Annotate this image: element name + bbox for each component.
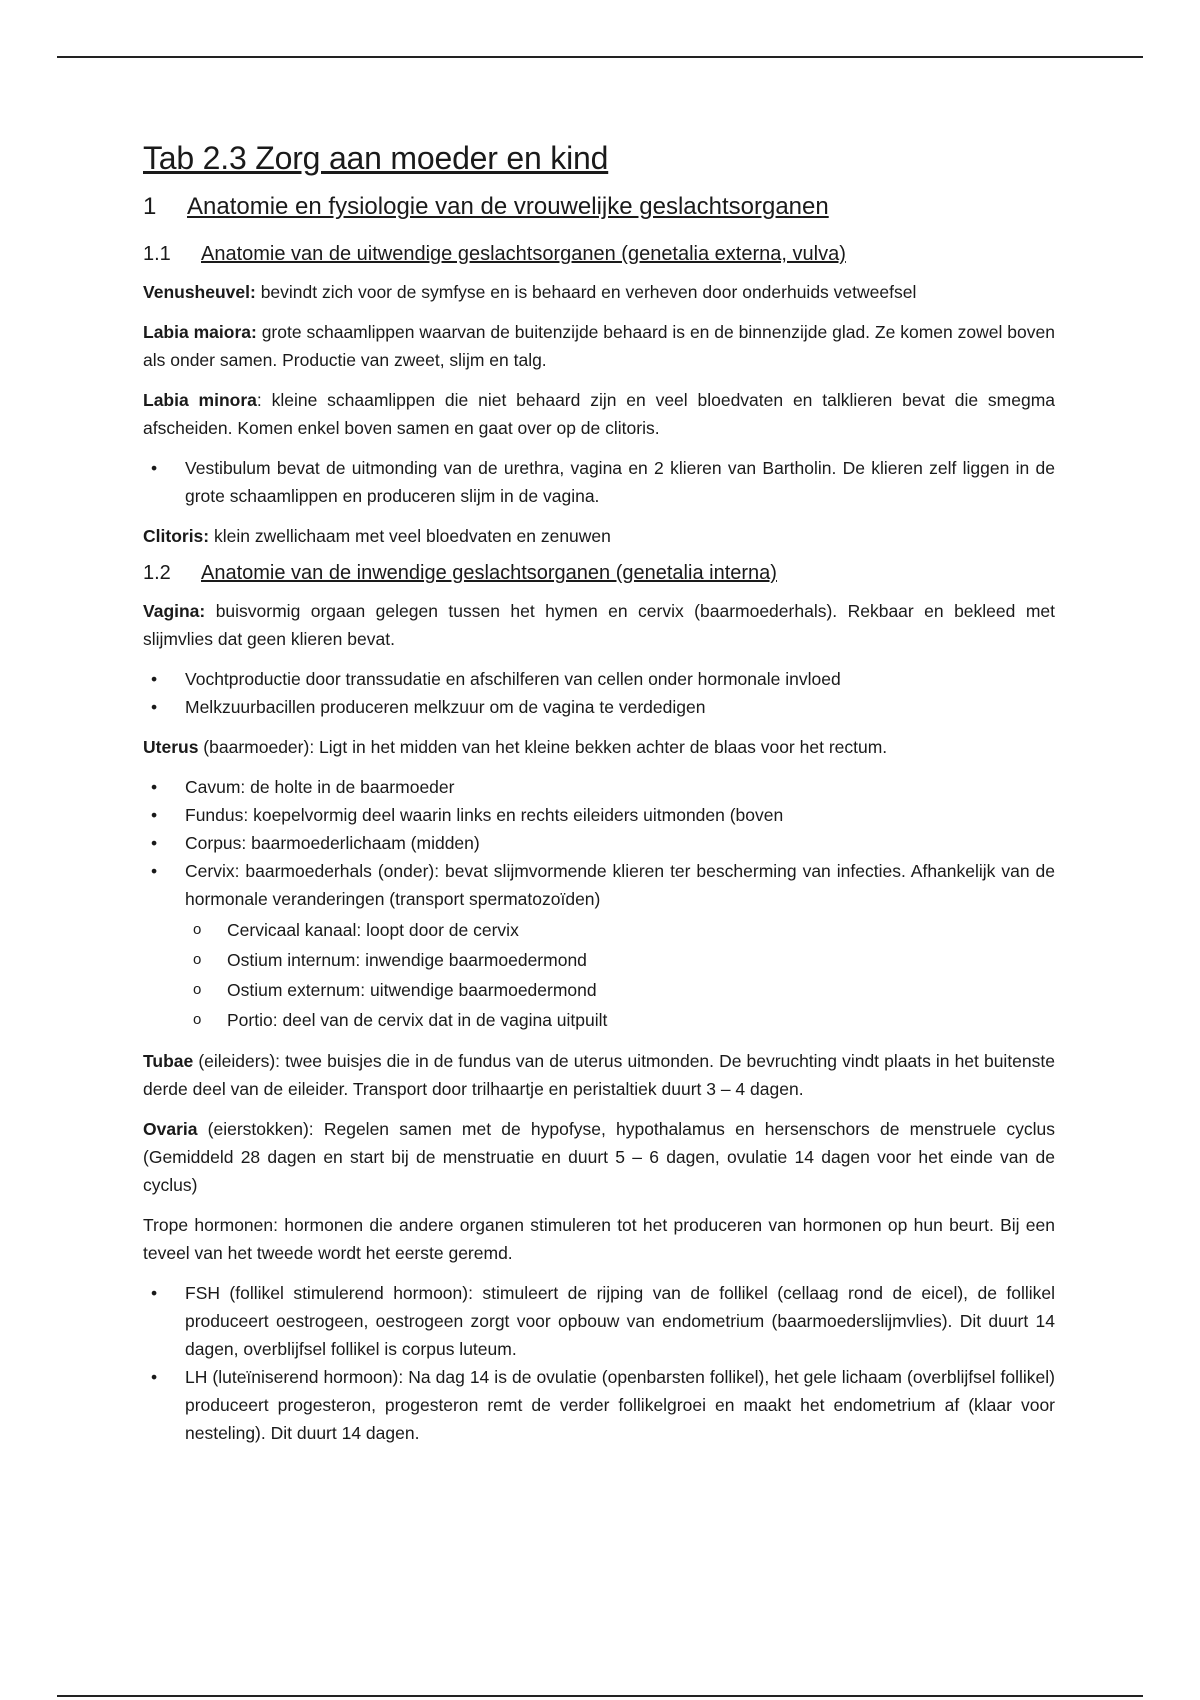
sub-list-item: [185, 915, 1055, 945]
term: Uterus: [143, 737, 199, 757]
bullet-list-uterus: [143, 773, 1055, 1035]
document-title: Tab 2.3 Zorg aan moeder en kind: [143, 140, 609, 176]
sub-list-item: [185, 975, 1055, 1005]
list-item-text: Melkzuurbacillen produceren melkzuur om de vagina te verdedigen: [185, 697, 706, 717]
bullet-icon: •: [151, 833, 158, 853]
definition: (eierstokken): Regelen samen met de hypofyse, hypothalamus en hersenschors de menstruele cyclus (Gemiddeld 28 dagen en start bij de menstruatie en duurt 5 – 6 dagen, ovulatie 14 dagen voor het einde van de cyclus): [143, 1119, 1055, 1195]
circle-bullet-icon: o: [193, 981, 202, 998]
bullet-list-hormones: [143, 1279, 1055, 1447]
paragraph-labia-minora: [143, 386, 1055, 442]
list-item-text: Vestibulum bevat de uitmonding van de urethra, vagina en 2 klieren van Bartholin. De klieren zelf liggen in de grote schaamlippen en produceren slijm in de vagina.: [185, 458, 1055, 506]
bullet-icon: •: [151, 1367, 158, 1387]
heading-section-1-1: [143, 243, 1055, 266]
list-item-text: Vochtproductie door transsudatie en afschilferen van cellen onder hormonale invloed: [185, 669, 841, 689]
paragraph-venusheuvel: [143, 278, 1055, 306]
paragraph-uterus: [143, 733, 1055, 761]
bullet-icon: •: [151, 861, 158, 881]
list-item: [143, 857, 1055, 1035]
definition: (baarmoeder): Ligt in het midden van het kleine bekken achter de blaas voor het rectum.: [198, 737, 888, 757]
heading-number: 1: [143, 193, 157, 220]
definition: grote schaamlippen waarvan de buitenzijde behaard is en de binnenzijde glad. Ze komen zowel boven als onder samen. Productie van zweet, slijm en talg.: [143, 322, 1055, 370]
term: Venusheuvel:: [143, 282, 256, 302]
bullet-icon: •: [151, 805, 158, 825]
definition: buisvormig orgaan gelegen tussen het hymen en cervix (baarmoederhals). Rekbaar en bekleed met slijmvlies dat geen klieren bevat.: [143, 601, 1055, 649]
sub-list-item: [185, 945, 1055, 975]
heading-text: Anatomie en fysiologie van de vrouwelijke geslachtsorganen: [187, 193, 829, 220]
list-item-text: FSH (follikel stimulerend hormoon): stimuleert de rijping van de follikel (cellaag rond de eicel), de follikel produceert oestrogeen, oestrogeen zorgt voor opbouw van endometrium (baarmoederslijmvlies). Dit duurt 14 dagen, overblijfsel follikel is corpus luteum.: [185, 1283, 1055, 1359]
heading-section-1-2: [143, 562, 1055, 585]
footer-rule: [57, 1695, 1143, 1697]
list-item: [143, 1279, 1055, 1363]
circle-bullet-icon: o: [193, 921, 202, 938]
sub-list-item-text: Cervicaal kanaal: loopt door de cervix: [227, 920, 519, 940]
paragraph-trope-hormonen: Trope hormonen: hormonen die andere organen stimuleren tot het produceren van hormonen op hun beurt. Bij een teveel van het tweede wordt het eerste geremd.: [143, 1215, 1055, 1263]
list-item: [143, 773, 1055, 801]
definition: klein zwellichaam met veel bloedvaten en zenuwen: [209, 526, 611, 546]
term: Clitoris:: [143, 526, 210, 546]
list-item: [143, 693, 1055, 721]
list-item: [143, 1363, 1055, 1447]
bullet-icon: •: [151, 1283, 158, 1303]
heading-text: Anatomie van de uitwendige geslachtsorganen (genetalia externa, vulva): [201, 243, 846, 265]
sub-list-cervix: [185, 915, 1055, 1035]
list-item: [143, 829, 1055, 857]
list-item-text: Fundus: koepelvormig deel waarin links en rechts eileiders uitmonden (boven: [185, 805, 784, 825]
definition: bevindt zich voor de symfyse en is behaard en verheven door onderhuids vetweefsel: [255, 282, 917, 302]
list-item-text: Corpus: baarmoederlichaam (midden): [185, 833, 480, 853]
bullet-icon: •: [151, 697, 158, 717]
list-item: [143, 665, 1055, 693]
definition: (eileiders): twee buisjes die in de fundus van de uterus uitmonden. De bevruchting vindt plaats in het buitenste derde deel van de eileider. Transport door trilhaartje en peristaltiek duurt 3 – 4 dagen.: [143, 1051, 1055, 1099]
bullet-list-vagina: [143, 665, 1055, 721]
list-item: [143, 454, 1055, 510]
term: Vagina:: [143, 601, 206, 621]
list-item-text: Cavum: de holte in de baarmoeder: [185, 777, 455, 797]
paragraph-ovaria: [143, 1115, 1055, 1199]
sub-list-item-text: Portio: deel van de cervix dat in de vagina uitpuilt: [227, 1010, 608, 1030]
list-item-text: LH (luteïniserend hormoon): Na dag 14 is de ovulatie (openbarsten follikel), het gele lichaam (overblijfsel follikel) produceert progesteron, progesteron remt de verder follikelgroei en maakt het endometrium af (klaar voor nesteling). Dit duurt 14 dagen.: [185, 1367, 1055, 1443]
bullet-icon: •: [151, 669, 158, 689]
heading-number: 1.1: [143, 243, 171, 265]
sub-list-item-text: Ostium internum: inwendige baarmoedermond: [227, 950, 587, 970]
heading-section-1: [143, 193, 1055, 221]
bullet-icon: •: [151, 458, 158, 478]
bullet-list-vestibulum: [143, 454, 1055, 510]
bullet-icon: •: [151, 777, 158, 797]
document-page: [143, 140, 1055, 1459]
definition: : kleine schaamlippen die niet behaard zijn en veel bloedvaten en talklieren bevat die smegma afscheiden. Komen enkel boven samen en gaat over op de clitoris.: [143, 390, 1056, 438]
list-item-text: Cervix: baarmoederhals (onder): bevat slijmvormende klieren ter bescherming van infecties. Afhankelijk van de hormonale veranderingen (transport spermatozoïden): [185, 861, 1055, 909]
sub-list-item: [185, 1005, 1055, 1035]
paragraph-tubae: [143, 1047, 1055, 1103]
header-rule: [57, 56, 1143, 58]
paragraph-clitoris: [143, 522, 1055, 550]
circle-bullet-icon: o: [193, 951, 202, 968]
term: Tubae: [143, 1051, 194, 1071]
list-item: [143, 801, 1055, 829]
heading-text: Anatomie van de inwendige geslachtsorganen (genetalia interna): [201, 562, 777, 584]
circle-bullet-icon: o: [193, 1011, 202, 1028]
term: Labia minora: [143, 390, 257, 410]
term: Ovaria: [143, 1119, 198, 1139]
paragraph-labia-maiora: [143, 318, 1055, 374]
heading-number: 1.2: [143, 562, 171, 584]
paragraph-vagina: [143, 597, 1055, 653]
sub-list-item-text: Ostium externum: uitwendige baarmoedermond: [227, 980, 597, 1000]
term: Labia maiora:: [143, 322, 257, 342]
